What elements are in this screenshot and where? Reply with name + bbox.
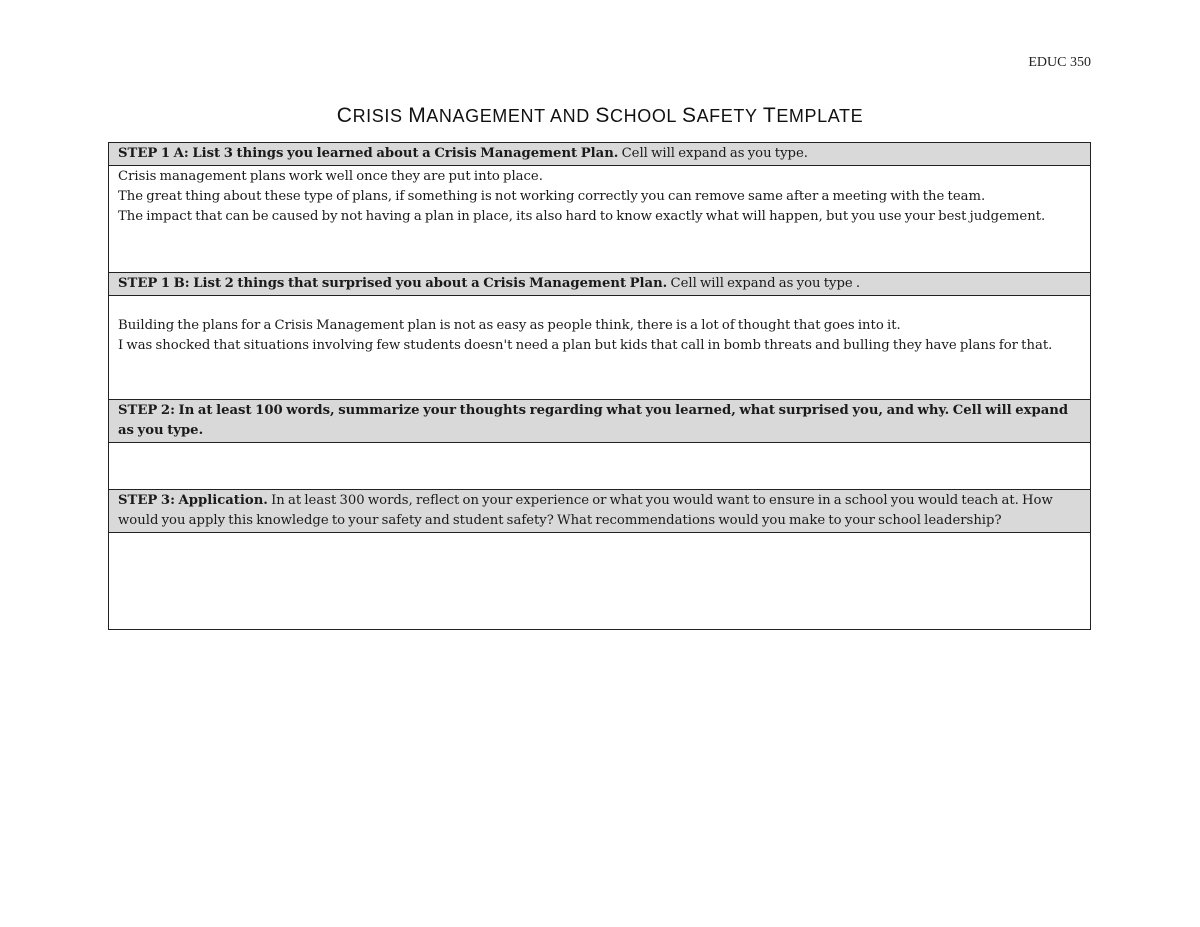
course-code: EDUC 350 xyxy=(1028,55,1091,70)
step3-prompt-note: In at least 300 words, reflect on your experience or what you would want to ensure in a school you would teach at. How would you apply this knowledge to your safety and student safety? What recommendations would you make to your school leadership? xyxy=(118,493,1053,528)
title-word: CHOOL xyxy=(610,106,677,126)
step2-prompt-cell xyxy=(109,400,1091,443)
step1a-response-row xyxy=(109,166,1091,273)
title-initial: S xyxy=(595,104,611,127)
step1b-response-cell[interactable] xyxy=(109,296,1091,400)
step1a-prompt-note: Cell will expand as you type. xyxy=(618,146,808,161)
document-title xyxy=(0,104,1200,128)
title-word: ANAGEMENT xyxy=(426,106,546,126)
title-word: RISIS xyxy=(352,106,403,126)
title-initial: S xyxy=(681,104,697,127)
step3-response-cell[interactable] xyxy=(109,533,1091,630)
step1b-prompt-cell xyxy=(109,273,1091,296)
step1a-response-cell[interactable] xyxy=(109,166,1091,273)
title-word: EMPLATE xyxy=(776,106,864,126)
step1b-response-line: Building the plans for a Crisis Management plan is not as easy as people think, there is a lot of thought that goes into it. xyxy=(118,318,901,333)
title-initial: C xyxy=(336,104,353,127)
step2-prompt-bold: STEP 2: In at least 100 words, summarize your thoughts regarding what you learned, what surprised you, and why. Cell will expand as you type. xyxy=(118,403,1069,438)
step1b-prompt-row xyxy=(109,273,1091,296)
title-word: AFETY xyxy=(696,106,758,126)
step3-prompt-bold: STEP 3: Application. xyxy=(118,493,268,508)
step1a-response-line: The impact that can be caused by not having a plan in place, its also hard to know exactly what will happen, but you use your best judgement. xyxy=(118,209,1046,224)
step2-response-cell[interactable] xyxy=(109,443,1091,490)
step1a-prompt-cell xyxy=(109,143,1091,166)
title-initial: M xyxy=(408,104,427,127)
step3-prompt-row xyxy=(109,490,1091,533)
step1a-response-line: The great thing about these type of plans, if something is not working correctly you can remove same after a meeting with the team. xyxy=(118,189,986,204)
step1a-prompt-row xyxy=(109,143,1091,166)
template-table xyxy=(108,142,1091,630)
step1b-prompt-bold: STEP 1 B: List 2 things that surprised you about a Crisis Management Plan. xyxy=(118,276,668,291)
step1b-prompt-note: Cell will expand as you type . xyxy=(667,276,861,291)
step1a-response-line: Crisis management plans work well once they are put into place. xyxy=(118,169,543,184)
step3-prompt-cell xyxy=(109,490,1091,533)
step2-response-row xyxy=(109,443,1091,490)
step2-prompt-row xyxy=(109,400,1091,443)
step3-response-row xyxy=(109,533,1091,630)
title-initial: T xyxy=(762,104,777,127)
step1b-response-row xyxy=(109,296,1091,400)
step1b-response-line: I was shocked that situations involving few students doesn't need a plan but kids that call in bomb threats and bulling they have plans for that. xyxy=(118,338,1053,353)
title-word: AND xyxy=(549,106,590,126)
step1a-prompt-bold: STEP 1 A: List 3 things you learned about a Crisis Management Plan. xyxy=(118,146,619,161)
